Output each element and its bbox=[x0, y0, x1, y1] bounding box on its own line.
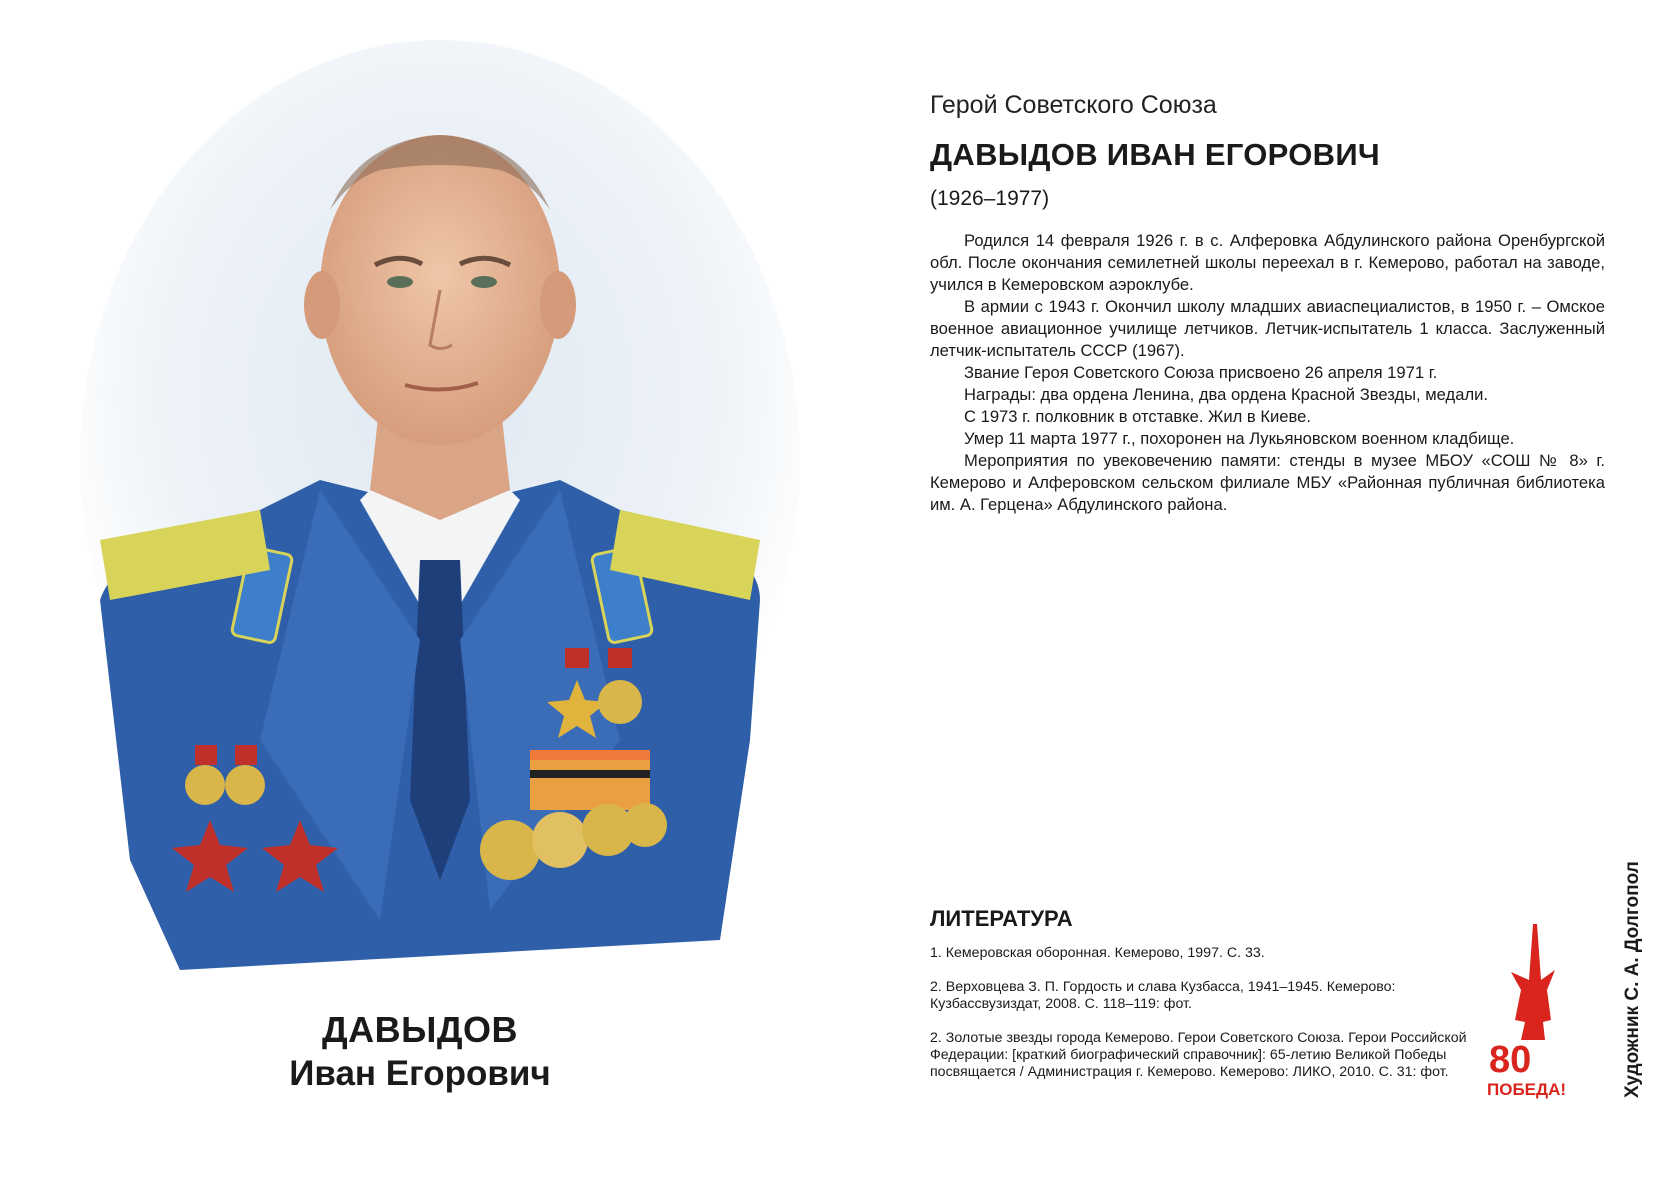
artist-credit: Художник С. А. Долгопол bbox=[1622, 861, 1643, 1098]
caption-surname: ДАВЫДОВ bbox=[321, 1009, 519, 1050]
bio-paragraph: Звание Героя Советского Союза присвоено 26 апреля 1971 г. bbox=[964, 363, 1438, 382]
literature-section bbox=[930, 905, 1470, 1098]
life-years: (1926–1977) bbox=[930, 187, 1050, 210]
portrait-caption bbox=[120, 1008, 720, 1096]
bio-paragraph: Награды: два ордена Ленина, два ордена Красной Звезды, медали. bbox=[964, 385, 1489, 404]
hero-title: Герой Советского Союза bbox=[930, 91, 1217, 119]
bio-paragraph: С 1973 г. полковник в отставке. Жил в Киеве. bbox=[964, 407, 1311, 426]
logo-word: ПОБЕДА! bbox=[1487, 1080, 1567, 1099]
literature-item: 2. Золотые звезды города Кемерово. Герои Советского Союза. Герои Российской Федерации: [краткий биографический справочник]: 65-летию Великой Победы посвящается / Администрация г. Кемерово. Кемерово: ЛИКО, 2010. С. 31: фот. bbox=[930, 1030, 1467, 1080]
bio-paragraph: Родился 14 февраля 1926 г. в с. Алферовка Абдулинского района Оренбургской обл. После окончания семилетней школы переехал в г. Кемерово, работал на заводе, учился в Кемеровском аэроклубе. bbox=[930, 231, 1605, 294]
portrait-illustration bbox=[60, 40, 840, 1000]
literature-item: 1. Кемеровская оборонная. Кемерово, 1997. С. 33. bbox=[930, 945, 1265, 961]
biography-section bbox=[930, 90, 1605, 516]
hero-name: ДАВЫДОВ ИВАН ЕГОРОВИЧ bbox=[930, 137, 1381, 172]
bio-paragraph: Мероприятия по увековечению памяти: стенды в музее МБОУ «СОШ № 8» г. Кемерово и Алферовском сельском филиале МБУ «Районная публичная библиотека им. А. Герцена» Абдулинского района. bbox=[930, 451, 1605, 514]
caption-given-names: Иван Егорович bbox=[289, 1054, 551, 1093]
bio-paragraph: В армии с 1943 г. Окончил школу младших авиаспециалистов, в 1950 г. – Омское военное авиационное училище летчиков. Летчик-испытатель 1 класса. Заслуженный летчик-испытатель СССР (1967). bbox=[930, 297, 1605, 360]
literature-heading: ЛИТЕРАТУРА bbox=[930, 906, 1073, 931]
logo-number: 80 bbox=[1489, 1039, 1532, 1081]
victory-80-logo bbox=[1485, 920, 1580, 1100]
bio-paragraph: Умер 11 марта 1977 г., похоронен на Лукьяновском военном кладбище. bbox=[964, 429, 1515, 448]
literature-item: 2. Верховцева З. П. Гордость и слава Кузбасса, 1941–1945. Кемерово: Кузбассвузиздат, 2008. С. 118–119: фот. bbox=[930, 979, 1396, 1012]
biography-text bbox=[930, 230, 1605, 516]
